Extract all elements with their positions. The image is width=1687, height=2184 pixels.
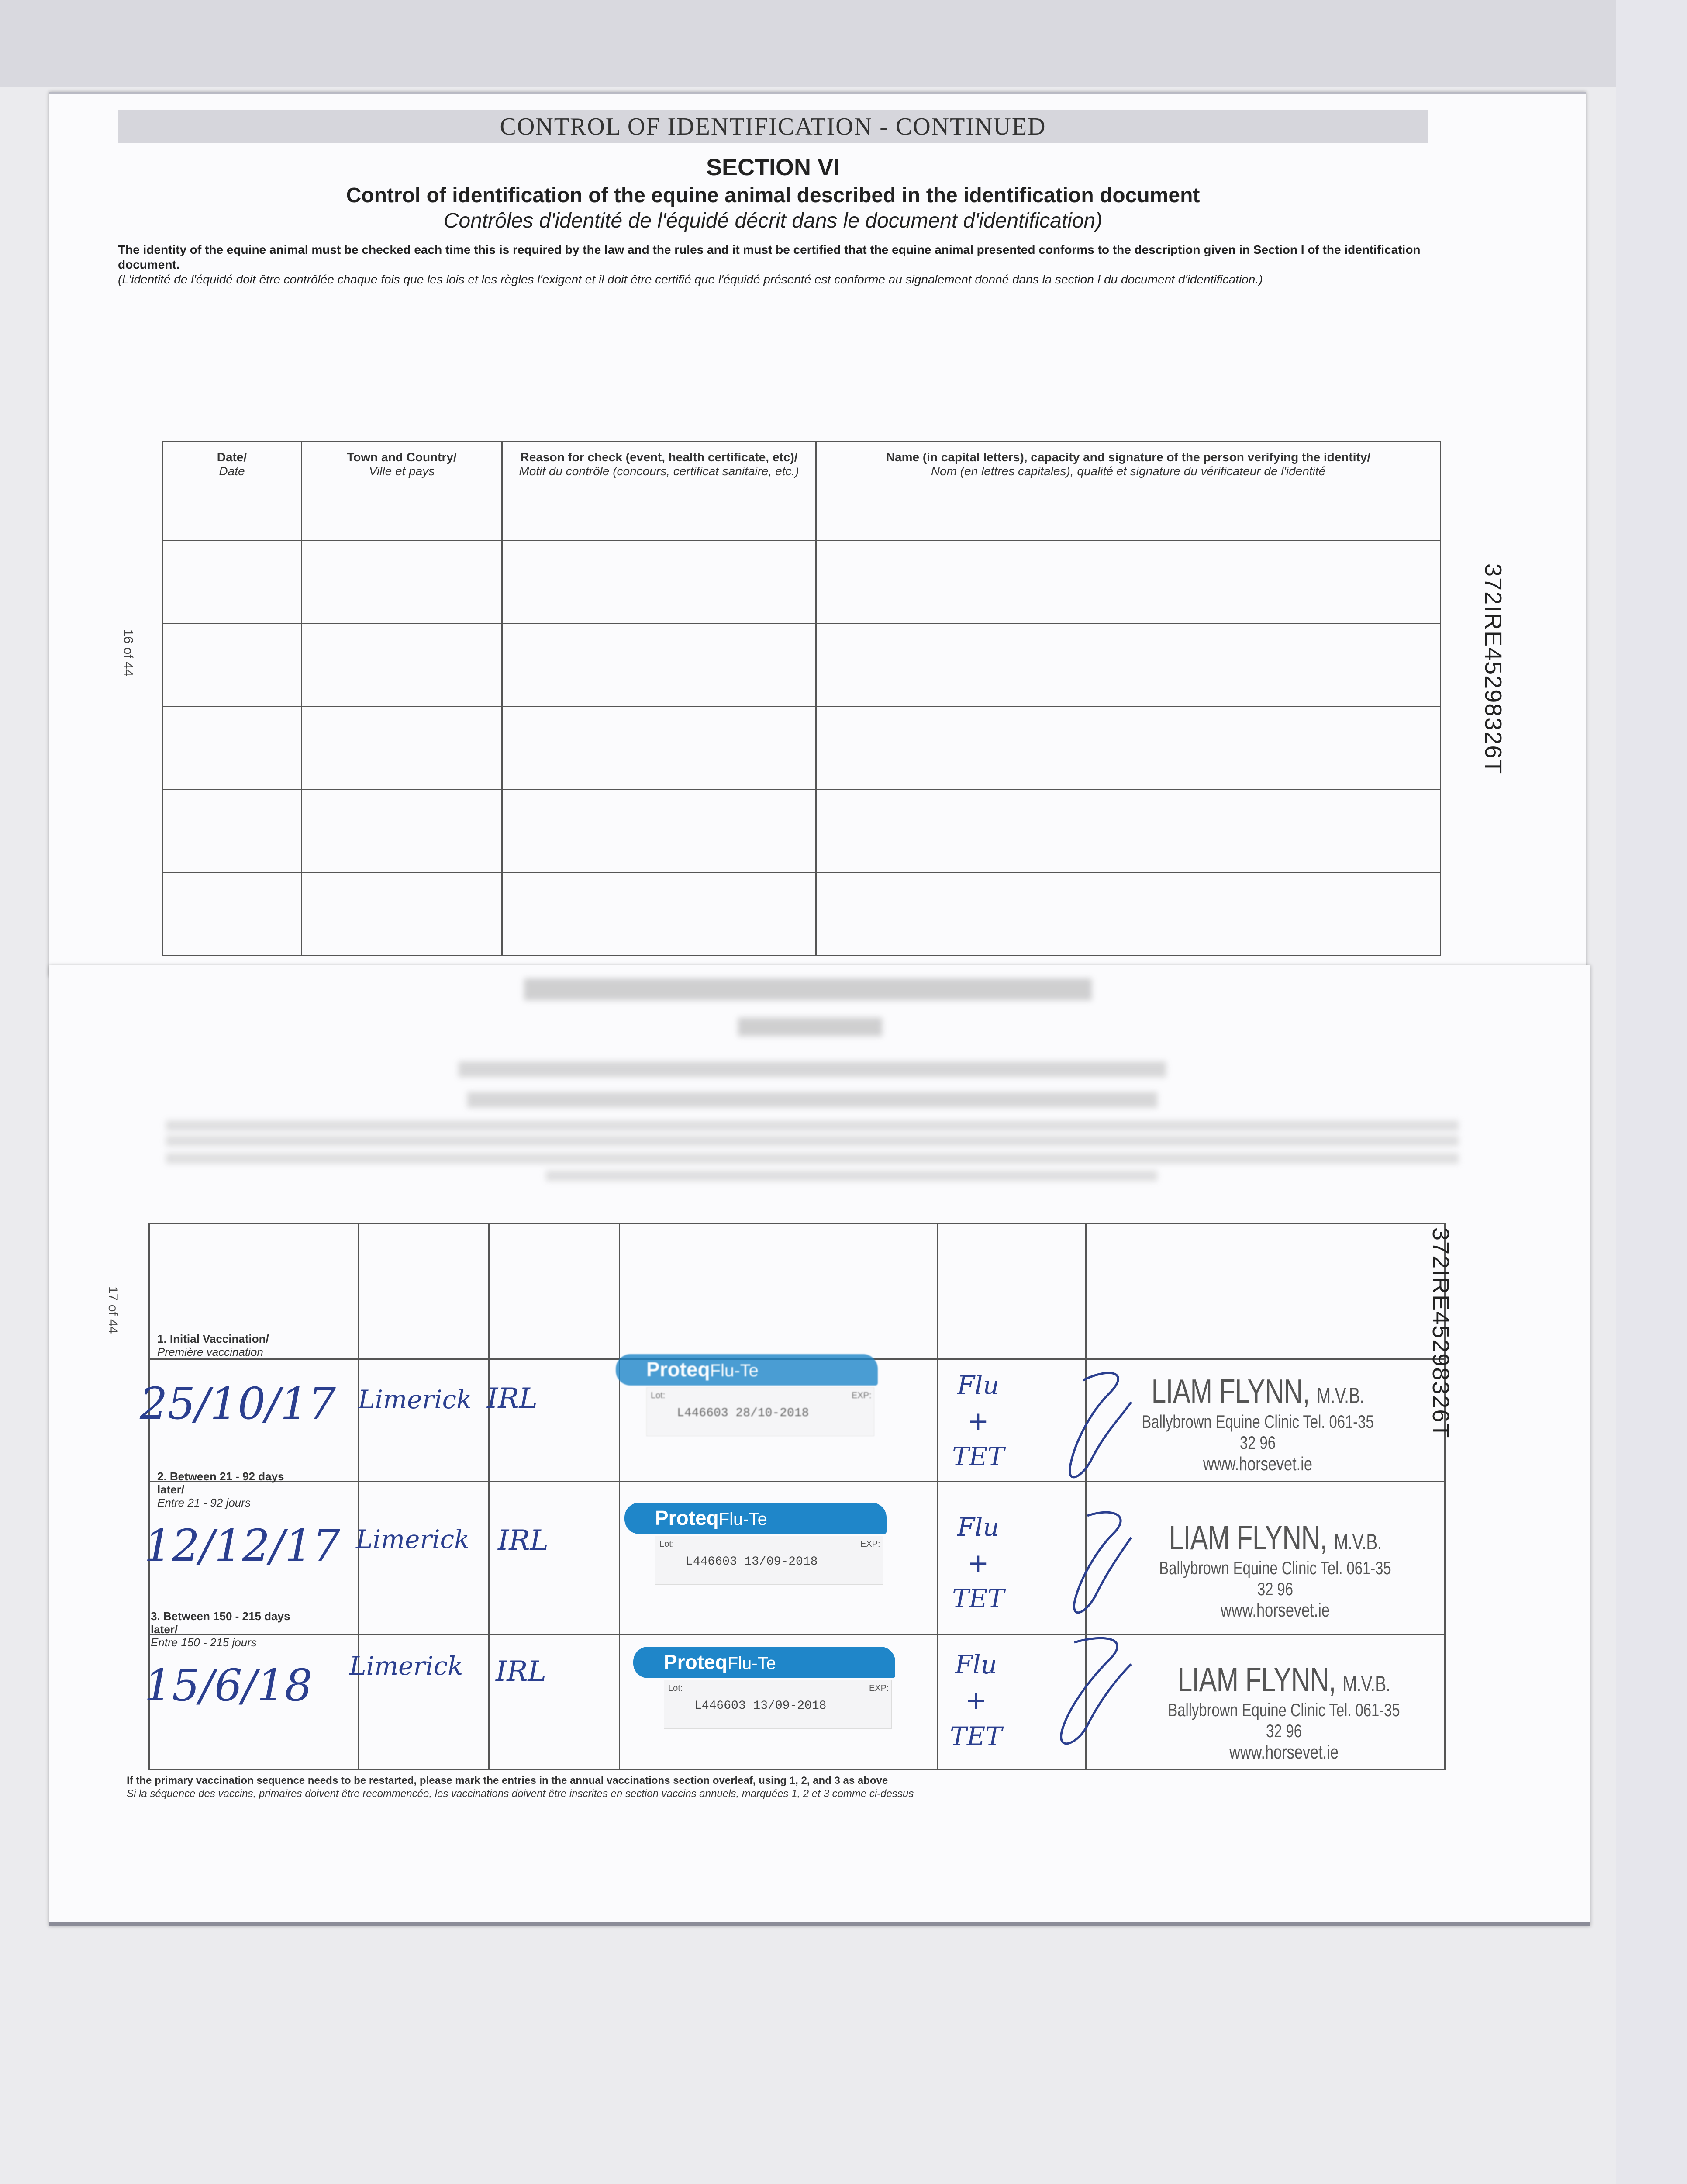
vet-stamp-3: LIAM FLYNN, M.V.B. Ballybrown Equine Clinic Tel. 061-35 32 96 www.horsevet.ie	[1168, 1660, 1400, 1763]
col-verifier: Name (in capital letters), capacity and signature of the person verifying the identity/ Nom (en lettres capitales), qualité et signature du vérificateur de l'identité	[816, 442, 1441, 541]
vaccination-footnote: If the primary vaccination sequence needs to be restarted, please mark the entries in the annual vaccinations section overleaf, using 1, 2, and 3 as above Si la séquence des vaccins, primaires doivent être recommencée, les vaccinations doivent être inscrites en section vaccins annuels, marquées 1, 2 et 3 comme ci-dessus	[127, 1775, 914, 1800]
vcol-vet	[1086, 1224, 1445, 1359]
scanner-background-top	[0, 0, 1687, 87]
vet-stamp-1: LIAM FLYNN, M.V.B. Ballybrown Equine Clinic Tel. 061-35 32 96 www.horsevet.ie	[1142, 1372, 1374, 1475]
table-row	[162, 707, 1441, 790]
handwritten-country-1: IRL	[487, 1382, 538, 1415]
vet-signature-3	[1039, 1629, 1144, 1756]
side-id-lower: 372IRE45298326T	[1428, 1227, 1454, 1439]
vaccine-sticker-1: ProteqFlu-Te Lot: EXP: L446603 28/10-2018	[616, 1354, 878, 1446]
sticker-batch: L446603 13/09-2018	[686, 1555, 818, 1569]
handwritten-disease-3: Flu + TET	[950, 1650, 1002, 1751]
side-id-upper: 372IRE45298326T	[1480, 563, 1506, 775]
vet-signature-1	[1057, 1363, 1144, 1494]
handwritten-disease-1: Flu + TET	[952, 1370, 1004, 1472]
vet-stamp-2: LIAM FLYNN, M.V.B. Ballybrown Equine Clinic Tel. 061-35 32 96 www.horsevet.ie	[1159, 1518, 1391, 1621]
banner-title: CONTROL OF IDENTIFICATION - CONTINUED	[500, 113, 1046, 140]
sticker-brand: Proteq	[655, 1507, 719, 1529]
handwritten-disease-2: Flu + TET	[952, 1512, 1004, 1614]
handwritten-date-3: 15/6/18	[144, 1660, 313, 1711]
handwritten-place-2: Limerick	[356, 1524, 470, 1554]
section-number: SECTION VI	[706, 154, 840, 180]
table-row	[162, 624, 1441, 707]
vcol-disease	[938, 1224, 1086, 1359]
handwritten-date-2: 12/12/17	[144, 1520, 341, 1571]
handwritten-date-1: 25/10/17	[140, 1378, 336, 1429]
page-number-17: 17 of 44	[106, 1286, 120, 1334]
vaccine-sticker-3: ProteqFlu-Te Lot: EXP: L446603 13/09-2018	[633, 1647, 895, 1738]
col-town-country: Town and Country/ Ville et pays	[302, 442, 502, 541]
row-label-2: 2. Between 21 - 92 days later/ Entre 21 - 92 jours	[157, 1470, 284, 1509]
vcol-place	[359, 1224, 489, 1359]
intro-french: (L'identité de l'équidé doit être contrôlée chaque fois que les lois et les règles l'exigent et il doit être certifié que l'équidé présenté est conforme au signalement donné dans la section I du document d'identification.)	[118, 273, 1263, 286]
handwritten-country-3: IRL	[496, 1655, 546, 1688]
vcol-country	[489, 1224, 620, 1359]
handwritten-country-2: IRL	[498, 1524, 549, 1557]
handwritten-place-3: Limerick	[349, 1651, 463, 1681]
table-row	[162, 790, 1441, 873]
vaccine-sticker-2: ProteqFlu-Te Lot: EXP: L446603 13/09-2018	[624, 1503, 887, 1594]
vaccination-header-row	[149, 1224, 1445, 1359]
page-number-16: 16 of 44	[121, 629, 135, 677]
sticker-batch: L446603 28/10-2018	[677, 1406, 809, 1420]
handwritten-place-1: Limerick	[358, 1385, 472, 1414]
section-banner	[118, 110, 1428, 143]
table-row	[162, 873, 1441, 956]
vet-signature-2	[1057, 1503, 1144, 1634]
row-label-1: 1. Initial Vaccination/ Première vaccination	[157, 1332, 269, 1358]
table-row	[162, 541, 1441, 624]
sticker-brand: Proteq	[646, 1358, 710, 1381]
intro-english: The identity of the equine animal must be checked each time this is required by the law and the rules and it must be certified that the equine animal presented conforms to the description given in Section I of the identification document.	[118, 243, 1421, 271]
vcol-vaccine	[620, 1224, 938, 1359]
table-header-row	[162, 442, 1441, 541]
sticker-batch: L446603 13/09-2018	[694, 1699, 827, 1713]
section-heading: Control of identification of the equine animal described in the identification document	[346, 184, 1200, 207]
section-heading-french: Contrôles d'identité de l'équidé décrit dans le document d'identification)	[443, 209, 1103, 232]
row-label-3: 3. Between 150 - 215 days later/ Entre 150 - 215 jours	[151, 1610, 290, 1649]
identity-check-table	[162, 441, 1441, 956]
col-date: Date/ Date	[162, 442, 302, 541]
scanner-background-right	[1616, 0, 1687, 2184]
col-reason: Reason for check (event, health certificate, etc)/ Motif du contrôle (concours, certificat sanitaire, etc.)	[502, 442, 816, 541]
section-intro	[118, 242, 1432, 287]
sticker-brand: Proteq	[664, 1651, 728, 1673]
